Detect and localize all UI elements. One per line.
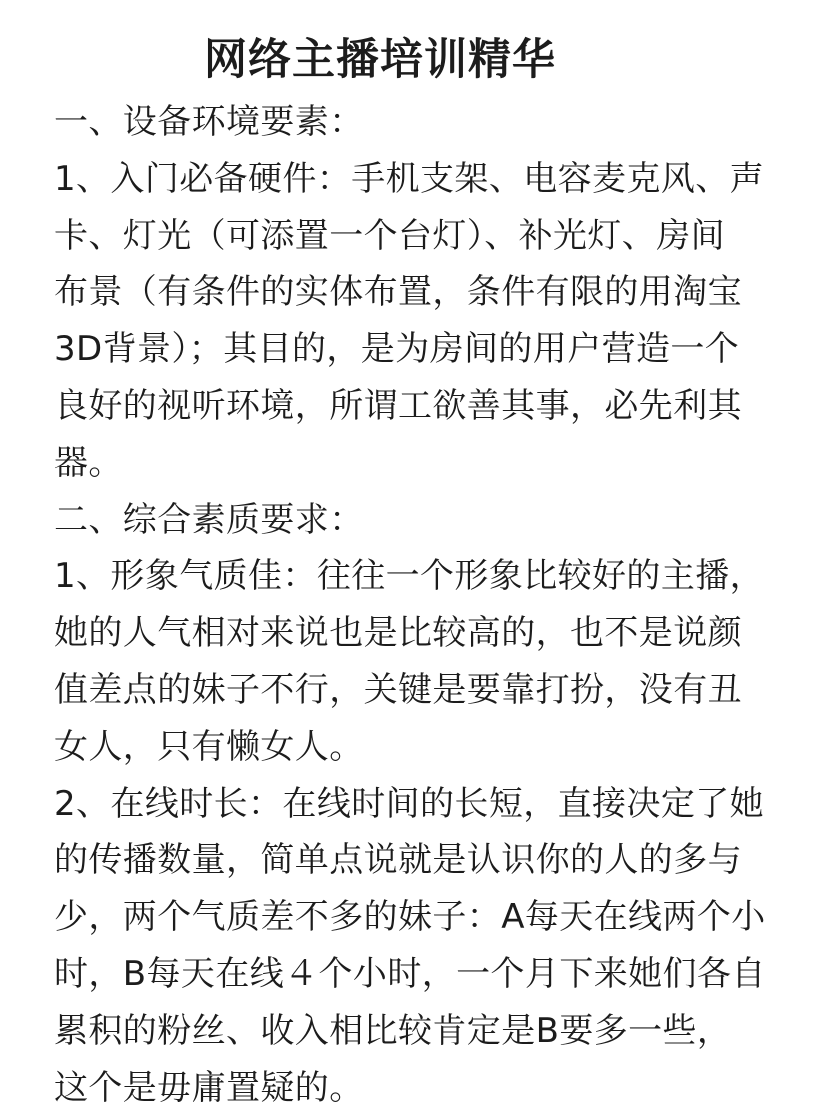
text-line: 女人，只有懒女人。 — [54, 726, 364, 767]
text-line: 少，两个气质差不多的妹子：A每天在线两个小 — [54, 897, 766, 938]
text-line: 二、综合素质要求： — [54, 499, 364, 540]
text-line: 一、设备环境要素： — [54, 102, 364, 142]
text-line: 卡、灯光（可添置一个台灯）、补光灯、房间 — [54, 215, 725, 256]
text-line: 布景（有条件的实体布置，条件有限的用淘宝 — [54, 272, 742, 313]
text-line: 器。 — [54, 442, 123, 483]
text-line: 值差点的妹子不行，关键是要靠打扮，没有丑 — [54, 669, 742, 710]
document-body — [54, 94, 814, 1116]
text-line: 累积的粉丝、收入相比较肯定是B要多一些， — [54, 1010, 732, 1051]
text-line: 2、在线时长：在线时间的长短，直接决定了她 — [54, 783, 765, 824]
document-title: 网络主播培训精华 — [204, 35, 556, 85]
text-line: 的传播数量，简单点说就是认识你的人的多与 — [54, 840, 742, 881]
text-line: 这个是毋庸置疑的。 — [54, 1067, 364, 1108]
text-line: 她的人气相对来说也是比较高的，也不是说颜 — [54, 613, 742, 654]
text-line: 良好的视听环境，所谓工欲善其事，必先利其 — [54, 385, 742, 426]
text-line: 3D背景）；其目的，是为房间的用户营造一个 — [54, 329, 740, 370]
text-line: 时，B每天在线４个小时，一个月下来她们各自 — [54, 953, 766, 994]
text-line: 1、入门必备硬件：手机支架、电容麦克风、声 — [54, 158, 765, 199]
text-line: 1、形象气质佳：往往一个形象比较好的主播， — [54, 556, 765, 597]
